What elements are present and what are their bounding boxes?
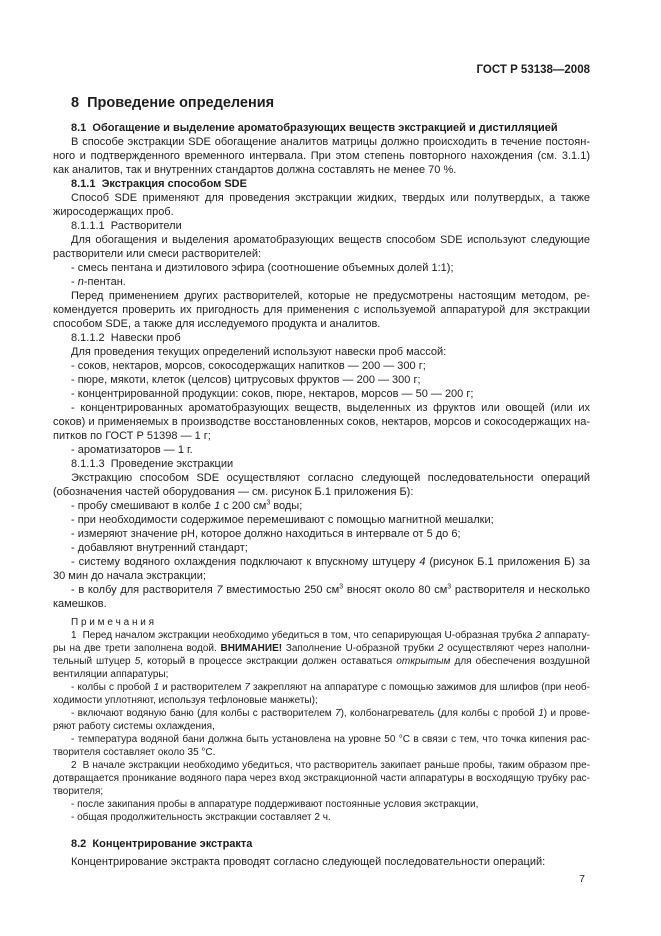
list-item: - соков, нектаров, морсов, сокосодержащих напитков — 200 — 300 г; [71,360,426,372]
notes-heading: П р и м е ч а н и я [71,617,155,628]
note-paragraph: - включают водяную баню (для колбы с растворителем 7), колбонагреватель (для колбы с пробой 1) и проверяют работу системы охлаждения, [53,708,591,732]
list-item: - пюре, мякоти, клеток (целсов) цитрусовых фруктов — 200 — 300 г; [71,374,421,386]
list-item: - пробу смешивают в колбе 1 с 200 $см^3$ воды; [71,499,303,512]
list-item: - концентрированной продукции: соков, пюре, нектаров, морсов — 50 — 200 г; [71,388,474,400]
page-number: 7 [579,873,585,885]
note-paragraph: 1 Перед началом экстракции необходимо убедиться в том, что сепарирующая U-образная трубка 2 аппаратуры на две трети заполнена водой. ВНИМАНИЕ! Заполнение U-образной трубки 2 осуществляют через наполнительный штуцер 5, который в процессе экстракции должен оставаться открытым для обеспечения воздушной вентиляции аппаратуры; [53,630,591,680]
list-item: - в колбу для растворителя 7 вместимостью 250 $см^3$ вносят около 80 $см^3$ растворителя и несколько камешков. [53,583,590,610]
list-item: - ароматизаторов — 1 г. [71,444,193,456]
list-item: - n-пентан. [71,276,126,288]
document-content [53,95,590,869]
paragraph: Для проведения текущих определений используют навески проб массой: [71,346,447,358]
paragraph: Способ SDE применяют для проведения экстракции жидких, твердых или полутвердых, а также жиросодержащих проб. [53,192,590,218]
paragraph: 8.1.1.2 Навески проб [71,332,181,344]
list-item: - добавляют внутренний стандарт; [71,542,248,554]
paragraph: В способе экстракции SDE обогащение аналитов матрицы должно происходить в течение постоянного и подтвержденного временного интервала. При этом степень повторного нахождения (см. 3.1.1) как аналитов, так и внутренних стандартов должна составлять не менее 70 %. [53,136,590,176]
list-item: - концентрированных ароматобразующих веществ, выделенных из фруктов или овощей (или их соков) и применяемых в производстве восстановленных соков, нектаров, морсов и сокосодержащих напитков по ГОСТ Р 51398 — 1 г; [53,402,590,442]
note-paragraph: - общая продолжительность экстракции составляет 2 ч. [71,812,331,823]
note-paragraph: - температура водяной бани должна быть установлена на уровне 50 °С в связи с тем, что точка кипения растворителя составляет около 35 °С. [53,734,590,758]
subsection-heading: 8.2 Концентрирование экстракта [71,838,253,850]
list-item: - измеряют значение рН, которое должно находиться в интервале от 5 до 6; [71,528,461,540]
paragraph: 8.1.1.1 Растворители [71,220,182,232]
note-paragraph: - после закипания пробы в аппаратуре поддерживают постоянные условия экстракции, [71,799,479,810]
subsection-heading: 8.1 Обогащение и выделение ароматобразующих веществ экстракцией и дистилляцией [71,122,558,134]
note-paragraph: - колбы с пробой 1 и растворителем 7 закрепляют на аппаратуре с помощью зажимов для шлифов (при необходимости уплотняют, используя тефлоновые манжеты); [53,682,590,706]
note-paragraph: 2 В начале экстракции необходимо убедиться, что растворитель закипает раньше пробы, таким образом предотвращается проникание водяного пара через вход экстракционной части аппаратуры в восходящую трубку растворителя; [53,760,590,797]
section-heading: 8 Проведение определения [71,95,275,111]
running-header: ГОСТ Р 53138—2008 [476,64,590,76]
list-item: - при необходимости содержимое перемешивают с помощью магнитной мешалки; [71,514,494,526]
paragraph: Экстракцию способом SDE осуществляют согласно следующей последовательности операций (обозначения частей оборудования — см. рисунок Б.1 приложения Б): [53,472,590,498]
list-item: - смесь пентана и диэтилового эфира (соотношение объемных долей 1:1); [71,262,454,274]
paragraph: Концентрирование экстракта проводят согласно следующей последовательности операций: [71,856,546,868]
list-item: - систему водяного охлаждения подключают к впускному штуцеру 4 (рисунок Б.1 приложения Б) за 30 мин до начала экстракции; [53,556,590,582]
paragraph: Перед применением других растворителей, которые не предусмотрены настоящим методом, рекомендуется проверить их пригодность для применения с используемой аппаратурой для экстракции способом SDE, а также для исследуемого продукта и аналитов. [53,290,590,330]
paragraph: 8.1.1.3 Проведение экстракции [71,458,234,470]
subsection-heading: 8.1.1 Экстракция способом SDE [71,178,247,190]
paragraph: Для обогащения и выделения ароматобразующих веществ способом SDE используют следующие растворители или смеси растворителей: [53,234,590,260]
